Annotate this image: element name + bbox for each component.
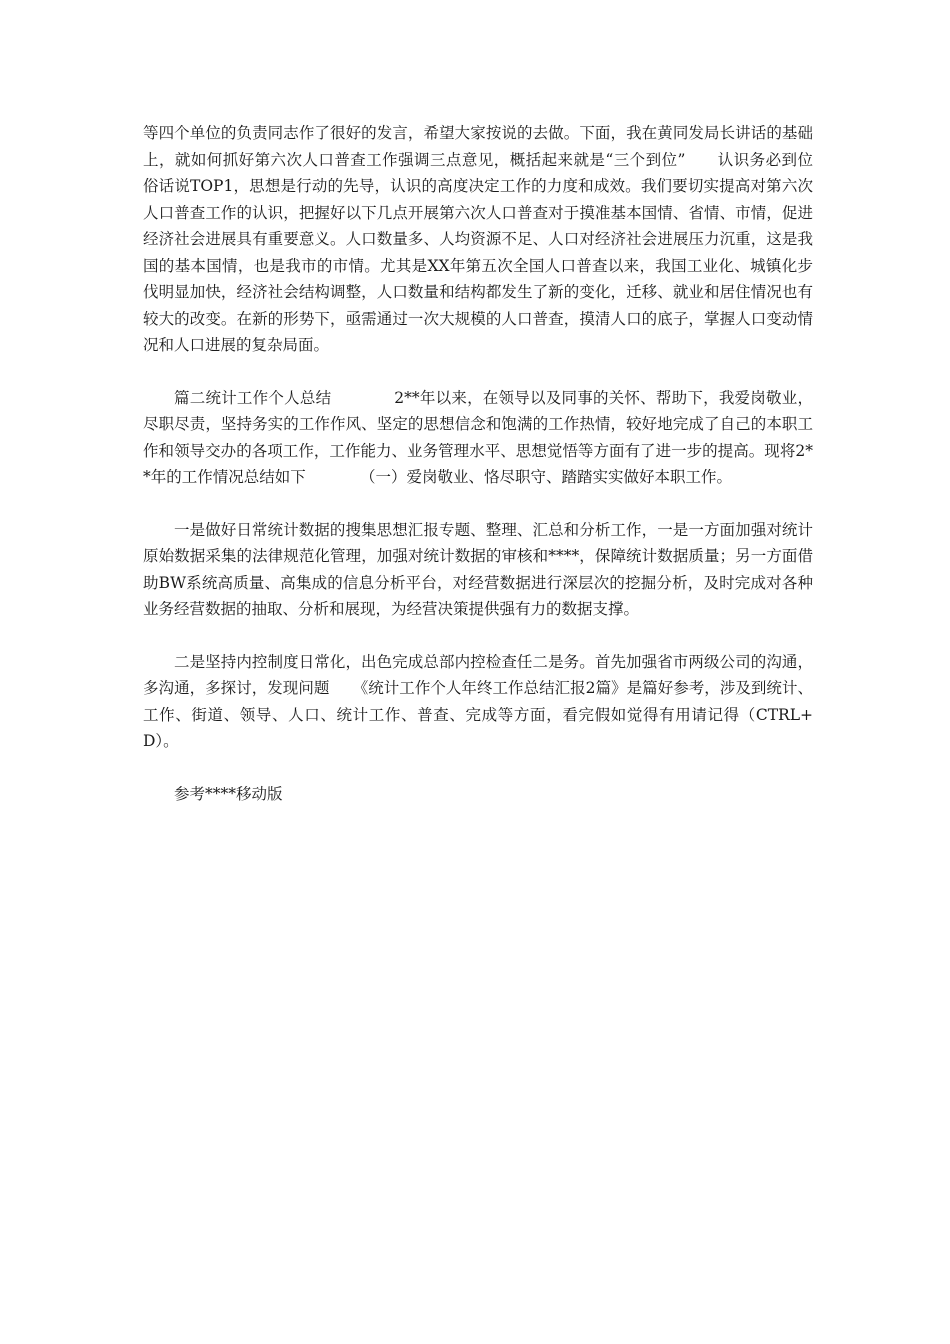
paragraph-statistics-summary: 篇二统计工作个人总结 2**年以来，在领导以及同事的关怀、帮助下，我爱岗敬业，尽职尽责，坚持务实的工作作风、坚定的思想信念和饱满的工作热情，较好地完成了自己的本职工作和领导交办的各项工作，工作能力、业务管理水平、思想觉悟等方面有了进一步的提高。现将2**年的工作情况总结如下 （一）爱岗敬业、恪尽职守、踏踏实实做好本职工作。 [143, 388, 813, 486]
paragraph-daily-statistics: 一是做好日常统计数据的搜集思想汇报专题、整理、汇总和分析工作，一是一方面加强对统计原始数据采集的法律规范化管理，加强对统计数据的审核和****，保障统计数据质量；另一方面借助BW系统高质量、高集成的信息分析平台，对经营数据进行深层次的挖掘分析，及时完成对各种业务经营数据的抽取、分析和展现，为经营决策提供强有力的数据支撑。 [143, 520, 813, 618]
paragraph-mobile-version-reference: 参考****移动版 [174, 784, 283, 803]
paragraph-internal-control: 二是坚持内控制度日常化，出色完成总部内控检查任二是务。首先加强省市两级公司的沟通，多沟通，多探讨，发现问题 《统计工作个人年终工作总结汇报2篇》是篇好参考，涉及到统计、工作、街道、领导、人口、统计工作、普查、完成等方面，看完假如觉得有用请记得（CTRL+D）。 [143, 652, 813, 750]
document-body [143, 120, 876, 833]
paragraph-census-speech: 等四个单位的负责同志作了很好的发言，希望大家按说的去做。下面，我在黄同发局长讲话的基础上，就如何抓好第六次人口普查工作强调三点意见，概括起来就是“三个到位” 认识务必到位 俗话说TOP1，思想是行动的先导，认识的高度决定工作的力度和成效。我们要切实提高对第六次人口普查工作的认识，把握好以下几点开展第六次人口普查对于摸准基本国情、省情、市情，促进经济社会进展具有重要意义。人口数量多、人均资源不足、人口对经济社会进展压力沉重，这是我国的基本国情，也是我市的市情。尤其是XX年第五次全国人口普查以来，我国工业化、城镇化步伐明显加快，经济社会结构调整，人口数量和结构都发生了新的变化，迁移、就业和居住情况也有较大的改变。在新的形势下，亟需通过一次大规模的人口普查，摸清人口的底子，掌握人口变动情况和人口进展的复杂局面。 [143, 124, 876, 354]
